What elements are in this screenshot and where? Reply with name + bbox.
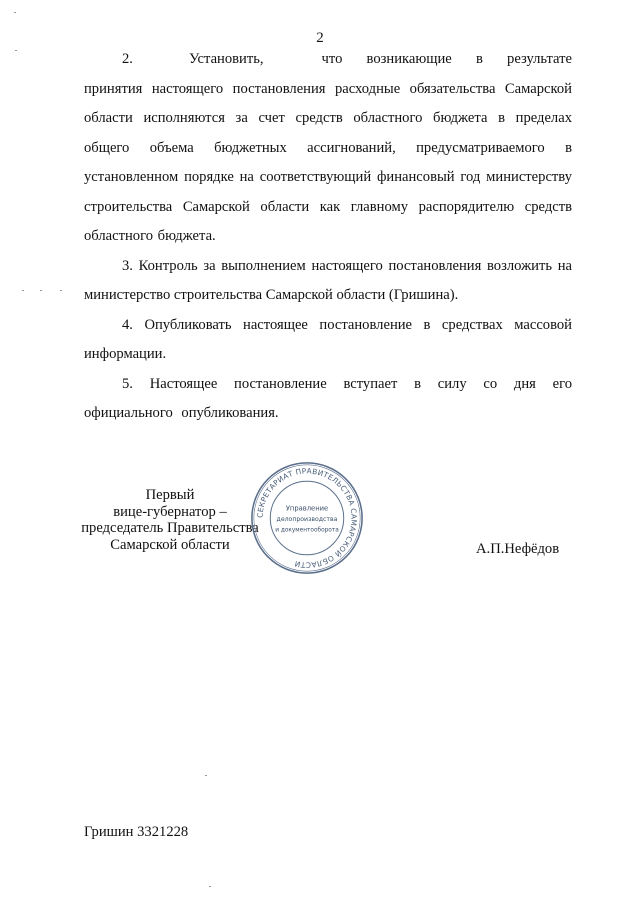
scan-speck (22, 290, 24, 291)
paragraph-2-verb: Установить, (188, 51, 264, 67)
page-number: 2 (316, 30, 324, 46)
scan-speck (14, 12, 16, 13)
scan-speck (40, 290, 42, 291)
scan-speck (60, 290, 62, 291)
signatory-title-line-2: вице-губернатор – (113, 503, 227, 520)
stamp-center-line-2: делопроизводства (276, 515, 338, 523)
stamp-center-line-1: Управление (285, 504, 329, 513)
signatory-name: А.П.Нефёдов (476, 541, 560, 557)
paragraph-2-number: 2. (122, 51, 133, 67)
document-body (84, 45, 572, 429)
paragraph-5: 5. Настоящее постановление вступает в силу со дня его официального опубликования. (84, 375, 572, 421)
signatory-title (80, 487, 260, 553)
paragraph-3: 3. Контроль за выполнением настоящего постановления возложить на министерство строительства Самарской области (Гришина). (84, 257, 572, 303)
paragraph-4: 4. Опубликовать настоящее постановление в средствах массовой информации. (84, 316, 572, 362)
scan-speck (209, 886, 211, 887)
scan-speck (15, 50, 17, 51)
scan-speck (205, 775, 207, 776)
signatory-title-line-3: председатель Правительства (81, 520, 259, 536)
official-seal-stamp (249, 460, 365, 576)
paragraph-2-text: что возникающие в результате принятия настоящего постановления расходные обязательства Самарской области исполняются за счет средств областного бюджета в пределах общего объема бюджетных ассигнований, предусматриваемого в установленном порядке на соответствующий финансовый год министерству строительства Самарской области как главному распорядителю средств областного бюджета. (84, 51, 572, 244)
stamp-center-line-3: и документооборота (275, 527, 339, 534)
signatory-title-line-4: Самарской области (110, 536, 230, 553)
executor-reference: Гришин 3321228 (84, 824, 189, 840)
paragraph-2 (84, 45, 572, 252)
stamp-ring-text: СЕКРЕТАРИАТ ПРАВИТЕЛЬСТВА САМАРСКОЙ ОБЛАСТИ (255, 466, 359, 570)
signatory-title-line-1: Первый (145, 487, 195, 503)
